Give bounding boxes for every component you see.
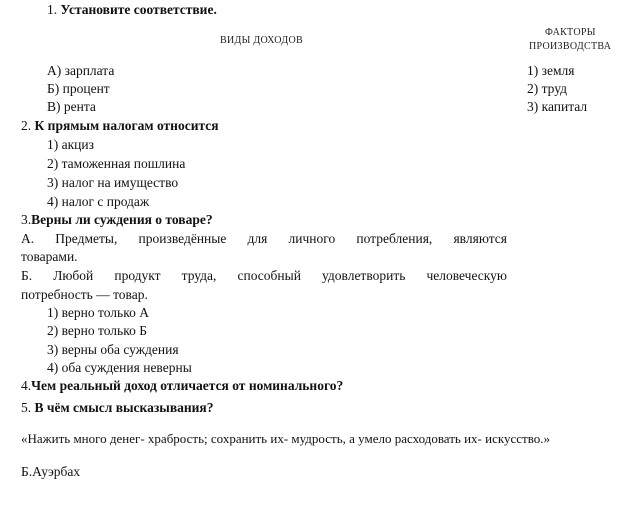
q1-right-item-3: 3) капитал bbox=[527, 99, 588, 114]
q3-option-4: 4) оба суждения неверны bbox=[47, 360, 192, 375]
q3-heading bbox=[21, 211, 213, 229]
q5-quote: «Нажить много денег- храбрость; сохранить их- мудрость, а умело расходовать их- искусство.» bbox=[21, 431, 550, 446]
q3-title: Верны ли суждения о товаре? bbox=[31, 212, 213, 227]
q2-option-1: 1) акциз bbox=[47, 137, 94, 152]
q3-option-1: 1) верно только А bbox=[47, 305, 149, 320]
q5-number: 5. bbox=[21, 400, 32, 415]
q1-right-column-header-line1: ФАКТОРЫ bbox=[545, 27, 596, 38]
q3-statement-b-line2: потребность — товар. bbox=[21, 287, 148, 302]
q5-heading bbox=[21, 399, 214, 417]
q1-right-item-1: 1) земля bbox=[527, 63, 575, 78]
q3-statement-a-line1: А. Предметы, произведённые для личного потребления, являются bbox=[21, 231, 507, 246]
q2-title: К прямым налогам относится bbox=[34, 118, 219, 133]
q5-title: В чём смысл высказывания? bbox=[34, 400, 214, 415]
q4-heading bbox=[21, 377, 343, 395]
q5-author: Б.Ауэрбах bbox=[21, 464, 81, 479]
q1-right-item-2: 2) труд bbox=[527, 81, 568, 96]
q1-left-item-a: А) зарплата bbox=[47, 63, 115, 78]
q3-option-3: 3) верны оба суждения bbox=[47, 342, 179, 357]
q2-number: 2. bbox=[21, 118, 32, 133]
q1-heading bbox=[47, 1, 217, 19]
q3-statement-b-line1: Б. Любой продукт труда, способный удовлетворить человеческую bbox=[21, 268, 507, 283]
q2-option-2: 2) таможенная пошлина bbox=[47, 156, 186, 171]
q1-title: Установите соответствие. bbox=[60, 2, 217, 17]
q1-left-item-c: В) рента bbox=[47, 99, 96, 114]
q4-title: Чем реальный доход отличается от номинального? bbox=[31, 378, 344, 393]
q2-option-4: 4) налог с продаж bbox=[47, 194, 150, 209]
q1-left-item-b: Б) процент bbox=[47, 81, 110, 96]
q1-number: 1. bbox=[47, 2, 58, 17]
q1-right-column-header-line2: ПРОИЗВОДСТВА bbox=[529, 41, 612, 52]
q2-option-3: 3) налог на имущество bbox=[47, 175, 179, 190]
q4-number: 4. bbox=[21, 378, 32, 393]
q1-left-column-header: ВИДЫ ДОХОДОВ bbox=[220, 35, 303, 46]
q3-option-2: 2) верно только Б bbox=[47, 323, 147, 338]
q3-number: 3. bbox=[21, 212, 32, 227]
q3-statement-a-line2: товарами. bbox=[21, 249, 78, 264]
q2-heading bbox=[21, 117, 219, 135]
